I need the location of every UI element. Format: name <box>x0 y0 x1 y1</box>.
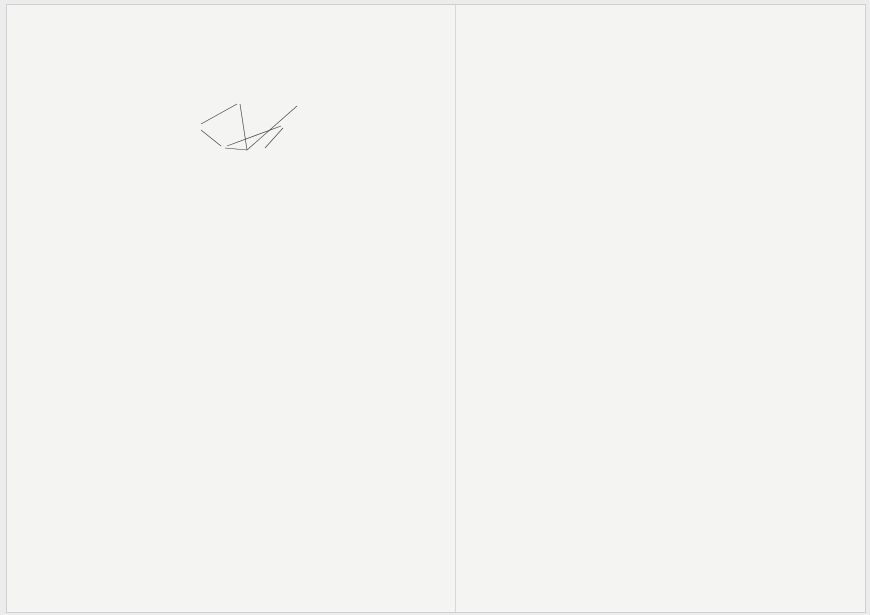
food-web-figure <box>55 96 450 158</box>
left-page <box>55 5 450 612</box>
right-question-flow <box>465 65 857 122</box>
right-page <box>465 5 857 612</box>
left-question-flow <box>55 96 450 158</box>
food-web-arrows <box>185 96 325 158</box>
page-fold-divider <box>455 5 456 612</box>
hormone-bar-chart <box>465 65 857 119</box>
exam-sheet <box>6 4 866 613</box>
